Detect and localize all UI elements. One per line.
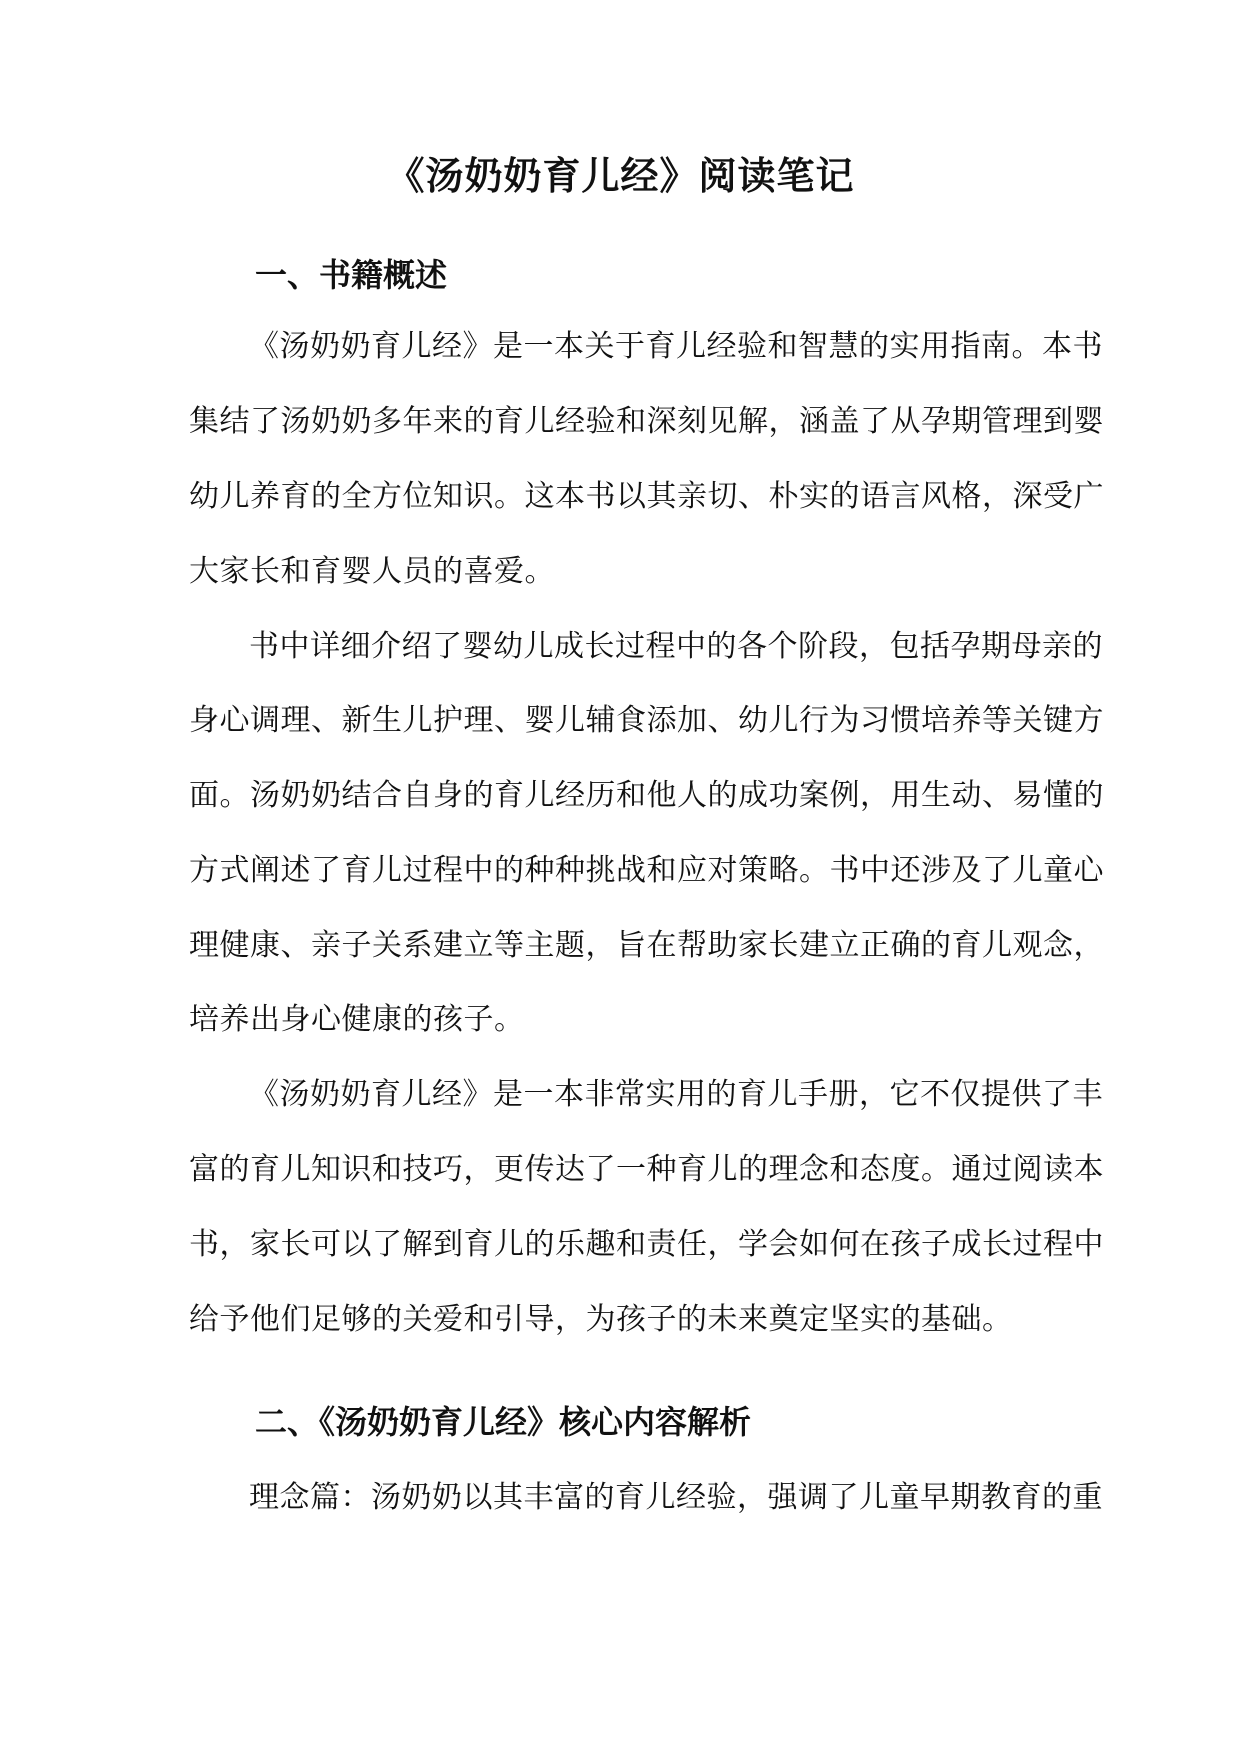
- paragraph-line: 身心调理、新生儿护理、婴儿辅食添加、幼儿行为习惯培养等关键方: [189, 703, 1104, 738]
- document-title: 《汤奶奶育儿经》阅读笔记: [386, 153, 855, 198]
- paragraph-line: 大家长和育婴人员的喜爱。: [189, 554, 555, 589]
- paragraph-line: 理念篇：汤奶奶以其丰富的育儿经验，强调了儿童早期教育的重: [249, 1480, 1103, 1515]
- paragraph-line: 《汤奶奶育儿经》是一本关于育儿经验和智慧的实用指南。本书: [249, 329, 1103, 364]
- paragraph-line: 集结了汤奶奶多年来的育儿经验和深刻见解，涵盖了从孕期管理到婴: [189, 404, 1104, 439]
- paragraph-line: 书中详细介绍了婴幼儿成长过程中的各个阶段，包括孕期母亲的: [249, 629, 1103, 664]
- section-heading-overview: 一、书籍概述: [255, 256, 448, 294]
- paragraph-line: 面。汤奶奶结合自身的育儿经历和他人的成功案例，用生动、易懂的: [189, 778, 1104, 813]
- paragraph-line: 给予他们足够的关爱和引导，为孩子的未来奠定坚实的基础。: [189, 1302, 1013, 1337]
- section-heading-core-content: 二、《汤奶奶育儿经》核心内容解析: [255, 1403, 752, 1441]
- paragraph-line: 书，家长可以了解到育儿的乐趣和责任，学会如何在孩子成长过程中: [189, 1227, 1104, 1262]
- paragraph-line: 富的育儿知识和技巧，更传达了一种育儿的理念和态度。通过阅读本: [189, 1152, 1104, 1187]
- paragraph-line: 方式阐述了育儿过程中的种种挑战和应对策略。书中还涉及了儿童心: [189, 853, 1104, 888]
- paragraph-line: 培养出身心健康的孩子。: [189, 1002, 525, 1037]
- paragraph-line: 幼儿养育的全方位知识。这本书以其亲切、朴实的语言风格，深受广: [189, 479, 1104, 514]
- paragraph-line: 《汤奶奶育儿经》是一本非常实用的育儿手册，它不仅提供了丰: [249, 1077, 1103, 1112]
- paragraph-line: 理健康、亲子关系建立等主题，旨在帮助家长建立正确的育儿观念，: [189, 928, 1104, 963]
